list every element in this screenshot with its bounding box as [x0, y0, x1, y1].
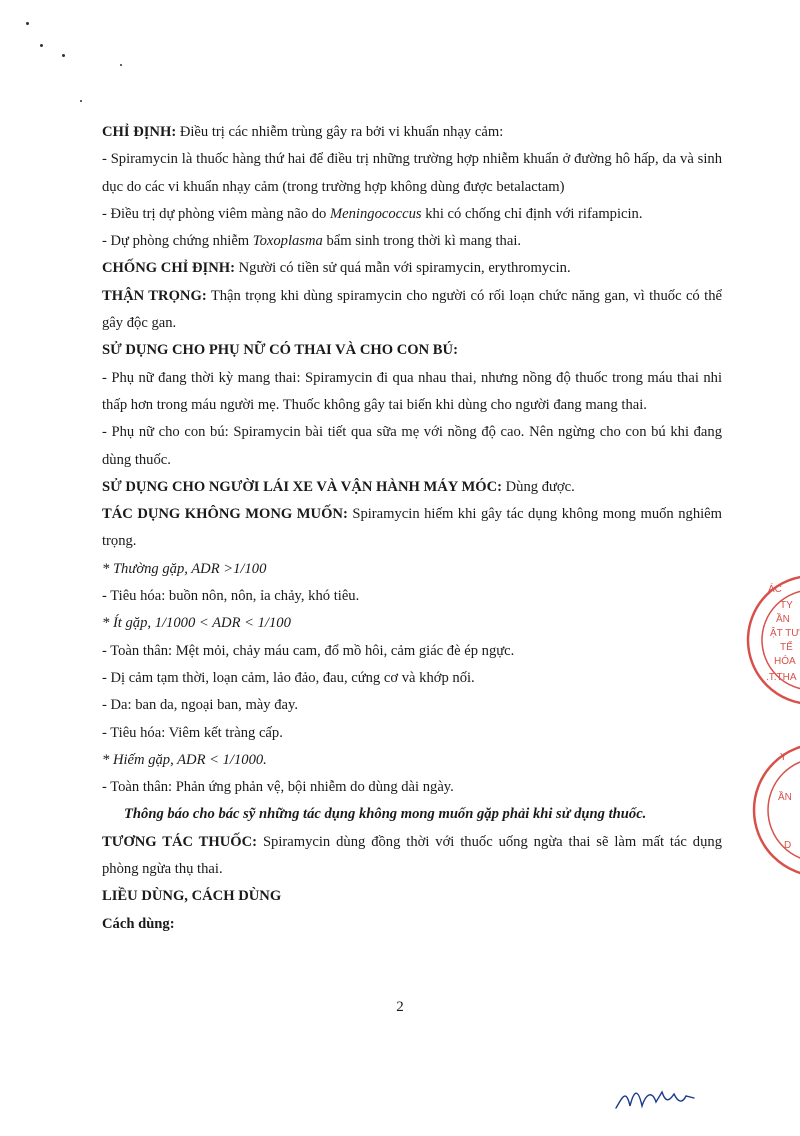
indications-intro-text: Điều trị các nhiễm trùng gây ra bởi vi khuẩn nhạy cảm:	[176, 124, 504, 140]
usage-subheading: Cách dùng:	[102, 915, 175, 932]
svg-text:ẦN: ẦN	[778, 792, 792, 803]
organism-name: Toxoplasma	[252, 233, 323, 250]
precautions-text: Thận trọng khi dùng spiramycin cho người có rối loạn chức năng gan, vì thuốc có thể gây độc gan.	[102, 287, 722, 332]
adverse-effects	[102, 501, 722, 556]
lactation-item: - Phụ nữ cho con bú: Spiramycin bài tiết qua sữa mẹ với nồng độ cao. Nên ngừng cho con bú khi đang dùng thuốc.	[102, 424, 722, 468]
indication-text: bẩm sinh trong thời kì mang thai.	[322, 233, 522, 250]
driving-heading: SỬ DỤNG CHO NGƯỜI LÁI XE VÀ VẬN HÀNH MÁY MÓC:	[102, 478, 502, 495]
interactions	[102, 829, 722, 884]
adverse-item: - Toàn thân: Phản ứng phản vệ, bội nhiễm do dùng dài ngày.	[102, 779, 454, 796]
dosage-heading: LIỀU DÙNG, CÁCH DÙNG	[102, 888, 282, 905]
stamp-partial-top	[740, 560, 800, 720]
scan-speck	[62, 54, 65, 57]
indications-intro	[102, 119, 722, 146]
contraindications	[102, 255, 722, 282]
contraindications-heading: CHỐNG CHỈ ĐỊNH:	[102, 260, 235, 277]
frequency-label: * Thường gặp, ADR >1/100	[102, 560, 267, 577]
adverse-item: - Tiêu hóa: Viêm kết tràng cấp.	[102, 724, 283, 741]
adverse-item: - Tiêu hóa: buồn nôn, nôn, ỉa chảy, khó tiêu.	[102, 588, 360, 605]
adverse-item: - Dị cảm tạm thời, loạn cảm, lảo đảo, đau, cứng cơ và khớp nối.	[102, 669, 475, 686]
svg-text:D: D	[784, 840, 792, 851]
indication-text: khi có chống chỉ định với rifampicin.	[421, 205, 643, 222]
notice-text: Thông báo cho bác sỹ những tác dụng không mong muốn gặp phải khi sử dụng thuốc.	[124, 806, 647, 823]
driving	[102, 474, 722, 501]
scan-speck	[26, 22, 29, 25]
frequency-label: * Hiếm gặp, ADR < 1/1000.	[102, 751, 267, 768]
precautions-heading: THẬN TRỌNG:	[102, 287, 207, 304]
indication-item	[102, 201, 722, 228]
indications-heading: CHỈ ĐỊNH:	[102, 124, 177, 140]
scan-speck	[40, 44, 43, 47]
svg-text:ÁC: ÁC	[768, 584, 782, 595]
svg-text:TẾ: TẾ	[780, 642, 793, 653]
svg-text:.T.THA: .T.THA	[766, 672, 797, 683]
precautions	[102, 283, 722, 338]
indication-item: - Spiramycin là thuốc hàng thứ hai để điều trị những trường hợp nhiễm khuẩn ở đường hô hấp, da và sinh dục do các vi khuẩn nhạy cảm (trong trường hợp không dùng được betalactam)	[102, 151, 722, 195]
organism-name: Meningococcus	[330, 205, 422, 222]
indication-text: - Điều trị dự phòng viêm màng não do	[102, 205, 330, 222]
stamp-partial-bottom	[740, 730, 800, 890]
pregnancy-heading: SỬ DỤNG CHO PHỤ NỮ CÓ THAI VÀ CHO CON BÚ:	[102, 342, 458, 359]
interactions-heading: TƯƠNG TÁC THUỐC:	[102, 833, 258, 850]
contraindications-text: Người có tiền sử quá mẫn với spiramycin, erythromycin.	[234, 260, 571, 277]
svg-text:Y: Y	[780, 752, 787, 763]
frequency-label: * Ít gặp, 1/1000 < ADR < 1/100	[102, 615, 291, 632]
svg-text:ẦN: ẦN	[776, 614, 790, 625]
svg-text:TY: TY	[780, 600, 793, 611]
indication-item	[102, 228, 722, 255]
svg-text:ẬT TƯ: ẬT TƯ	[770, 628, 800, 639]
adverse-effects-heading: TÁC DỤNG KHÔNG MONG MUỐN:	[102, 506, 348, 523]
signature-scribble	[612, 1078, 702, 1123]
svg-text:HÓA: HÓA	[774, 656, 796, 667]
adverse-item: - Toàn thân: Mệt mỏi, chảy máu cam, đổ mồ hôi, cảm giác đè ép ngực.	[102, 642, 515, 659]
adverse-item: - Da: ban da, ngoại ban, mày đay.	[102, 697, 299, 714]
page-number: 2	[396, 999, 404, 1015]
scan-speck	[120, 64, 122, 66]
driving-text: Dùng được.	[501, 478, 575, 495]
interactions-text: Spiramycin dùng đồng thời với thuốc uống ngừa thai sẽ làm mất tác dụng phòng ngừa thụ thai.	[102, 833, 722, 878]
adverse-effects-text: Spiramycin hiếm khi gây tác dụng không mong muốn nghiêm trọng.	[102, 506, 722, 550]
scan-speck	[80, 100, 82, 102]
indication-text: - Dự phòng chứng nhiễm	[102, 233, 253, 250]
document-body	[102, 119, 722, 938]
pregnancy-item: - Phụ nữ đang thời kỳ mang thai: Spiramycin đi qua nhau thai, nhưng nồng độ thuốc trong máu thai nhi thấp hơn trong máu người mẹ. Thuốc không gây tai biến khi dùng cho người đang mang thai.	[102, 369, 722, 413]
